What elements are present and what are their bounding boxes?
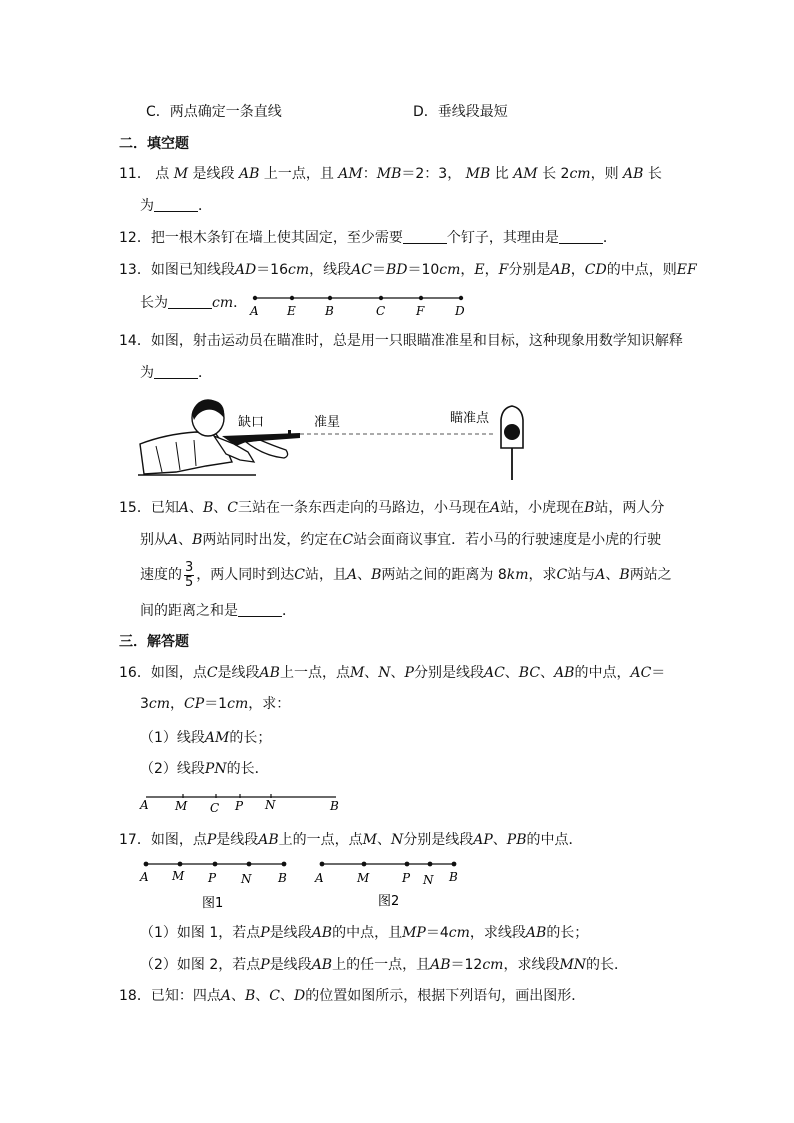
math-var: M <box>349 665 365 681</box>
text: 3 <box>140 696 149 712</box>
point-C <box>379 296 383 300</box>
text: 站与 <box>567 567 596 583</box>
question-number: 12． <box>119 230 151 246</box>
text: ＝ <box>371 262 386 278</box>
question-16-sub2 <box>140 759 269 779</box>
answer-blank[interactable] <box>168 294 212 309</box>
text: 的长； <box>546 925 589 941</box>
text: 如图已知线段 <box>150 262 235 278</box>
question-15-line4 <box>140 601 296 621</box>
point-P <box>405 862 410 867</box>
math-var: AM <box>338 166 363 182</box>
question-15-line1 <box>119 498 664 518</box>
text: 上的任一点，且 <box>332 957 431 973</box>
text: ，求 <box>528 567 557 583</box>
unit: cm <box>569 166 591 182</box>
question-13-line1 <box>119 260 697 280</box>
math-var: P <box>260 925 270 941</box>
label-F: F <box>416 304 425 318</box>
point-M <box>362 862 367 867</box>
question-16-sub1 <box>140 728 271 748</box>
question-number: 14． <box>119 333 151 349</box>
point-N <box>247 862 252 867</box>
text: 分别是线段 <box>413 665 484 681</box>
label-M: M <box>172 869 185 883</box>
label-aim-point: 瞄准点 <box>450 411 490 426</box>
math-var: BD <box>385 262 408 278</box>
math-var: B <box>192 532 203 548</box>
math-var: P <box>206 832 217 848</box>
text: 已知 <box>150 500 179 516</box>
math-var: A <box>489 500 501 516</box>
text: ＝ <box>651 665 666 681</box>
text: ＝10 <box>407 262 440 278</box>
text: ， <box>484 262 499 278</box>
point-D <box>459 296 463 300</box>
q16-segment-figure <box>136 790 350 816</box>
math-var: B <box>202 500 214 516</box>
question-17-line1 <box>119 830 583 850</box>
label-P: P <box>235 799 244 813</box>
text: 是线段 <box>216 832 259 848</box>
math-var: N <box>378 665 391 681</box>
text: 、 <box>377 832 391 848</box>
text: 、 <box>178 532 193 548</box>
point-B <box>282 862 287 867</box>
math-var: AB <box>623 166 644 182</box>
text: 两站之 <box>629 567 672 583</box>
math-var: M <box>173 166 189 182</box>
math-var: AM <box>513 166 538 182</box>
unit: cm <box>439 262 461 278</box>
unit: cm <box>448 925 470 941</box>
figure-2-caption: 图2 <box>378 894 400 909</box>
text: 的中点． <box>526 832 583 848</box>
math-var: AC <box>630 665 652 681</box>
question-number: 13． <box>119 262 151 278</box>
unit: cm <box>482 957 504 973</box>
math-var: MB <box>376 166 402 182</box>
text: 站会面商议事宜．若小马的行驶速度是小虎的行驶 <box>353 532 662 548</box>
question-16-line1 <box>119 663 665 683</box>
text: ． <box>233 295 248 311</box>
text: 的中点，则 <box>606 262 677 278</box>
label-A: A <box>250 304 259 318</box>
text: ． <box>602 230 617 246</box>
question-number: 15． <box>119 500 151 516</box>
text: 上的一点，点 <box>278 832 363 848</box>
text: 比 <box>494 166 509 182</box>
text: ． <box>198 198 212 214</box>
label-N: N <box>241 872 252 886</box>
math-var: A <box>178 500 189 516</box>
math-var: C <box>227 500 238 516</box>
label-N: N <box>423 873 434 887</box>
fraction-three-fifths <box>184 561 194 590</box>
math-var: B <box>619 567 630 583</box>
text: ，求： <box>248 696 291 712</box>
fraction-denominator: 5 <box>185 574 194 590</box>
label-C: C <box>376 304 386 318</box>
text: ＝2：3， <box>401 166 462 182</box>
text: ＝12 <box>450 957 483 973</box>
math-var: B <box>371 567 382 583</box>
label-M: M <box>175 799 188 813</box>
text: ，则 <box>590 166 619 182</box>
text: 的中点， <box>574 665 631 681</box>
text: 的长； <box>229 730 272 746</box>
text: 上一点，点 <box>279 665 350 681</box>
question-13-line2 <box>140 293 247 313</box>
math-var: BC <box>518 665 541 681</box>
text: 两站同时出发，约定在 <box>202 532 343 548</box>
question-number: 18． <box>119 988 151 1004</box>
math-var: AD <box>234 262 257 278</box>
unit: cm <box>288 262 310 278</box>
text: ，求线段 <box>503 957 560 973</box>
math-var: C <box>269 988 280 1004</box>
point-M <box>178 862 183 867</box>
text: 个钉子，其理由是 <box>446 230 559 246</box>
text: 站，且 <box>305 567 347 583</box>
text: 是线段 <box>269 957 312 973</box>
question-11-line1 <box>119 164 662 184</box>
label-B: B <box>449 870 458 884</box>
math-var: C <box>556 567 568 583</box>
label-A: A <box>140 798 149 812</box>
text: 如图，点 <box>150 665 207 681</box>
text: 的长． <box>586 957 629 973</box>
label-B: B <box>325 304 334 318</box>
math-var: AB <box>238 166 260 182</box>
answer-blank[interactable] <box>154 364 198 379</box>
question-number: 11． <box>119 166 151 182</box>
text: （2）线段 <box>140 761 205 777</box>
question-16-line2 <box>140 694 290 714</box>
question-17-sub1 <box>140 923 588 943</box>
math-var: CP <box>184 696 205 712</box>
math-var: AC <box>483 665 505 681</box>
unit: km <box>506 567 529 583</box>
label-notch: 缺口 <box>238 415 265 430</box>
math-var: B <box>584 500 595 516</box>
point-N <box>428 862 433 867</box>
text: 、 <box>540 665 555 681</box>
text: 两站之间的距离为 8 <box>381 567 507 583</box>
text: 、 <box>188 500 203 516</box>
text: （1）线段 <box>140 730 205 746</box>
q10-option-d: D．垂线段最短 <box>413 104 508 120</box>
text: ： <box>362 166 377 182</box>
front-sight-post <box>288 430 291 435</box>
text: ，两人同时到达 <box>196 567 295 583</box>
text: ，线段 <box>309 262 352 278</box>
math-var: AB <box>259 665 280 681</box>
point-B <box>328 296 332 300</box>
text: 为 <box>140 365 154 381</box>
question-18-line1 <box>119 986 585 1006</box>
label-B: B <box>278 871 287 885</box>
math-var: AB <box>525 925 547 941</box>
text: 、 <box>255 988 270 1004</box>
math-var: A <box>220 988 231 1004</box>
label-P: P <box>208 871 217 885</box>
text: ． <box>198 365 212 381</box>
text: 、 <box>504 665 519 681</box>
text: 是线段 <box>192 166 235 182</box>
text: 、 <box>390 665 405 681</box>
text: 间的距离之和是 <box>140 603 238 619</box>
text: 站，小虎现在 <box>500 500 585 516</box>
fraction-numerator: 3 <box>185 559 194 575</box>
math-var: MP <box>402 925 426 941</box>
text: 长 <box>647 166 662 182</box>
text: 长 2 <box>542 166 570 182</box>
figure-1 <box>139 862 287 911</box>
text: 速度的 <box>140 567 182 583</box>
label-M: M <box>357 871 370 885</box>
math-var: B <box>244 988 256 1004</box>
section-answer-title: 三．解答题 <box>119 634 189 650</box>
math-var: PN <box>204 761 227 777</box>
q10-option-c: C．两点确定一条直线 <box>146 104 282 120</box>
math-var: D <box>293 988 306 1004</box>
text: ＝4 <box>425 925 449 941</box>
text: 上一点，且 <box>263 166 334 182</box>
text: 长为 <box>140 295 168 311</box>
text: 已知：四点 <box>150 988 221 1004</box>
text: 的位置如图所示，根据下列语句，画出图形． <box>305 988 586 1004</box>
text: ， <box>170 696 185 712</box>
math-var: F <box>498 262 509 278</box>
q17-figures <box>136 856 466 914</box>
text: 如图，点 <box>150 832 207 848</box>
question-14-line1 <box>119 331 683 351</box>
math-var: AB <box>311 957 333 973</box>
question-17-sub2 <box>140 955 628 975</box>
text: 分别是线段 <box>403 832 474 848</box>
math-var: AB <box>554 665 575 681</box>
text: 把一根木条钉在墙上使其固定，至少需要 <box>150 230 403 246</box>
point-P <box>213 862 218 867</box>
rifle-sling <box>246 440 288 458</box>
text: （2）如图 2，若点 <box>140 957 261 973</box>
text: 、 <box>213 500 228 516</box>
text: ＝16 <box>256 262 288 278</box>
math-var: MN <box>559 957 587 973</box>
point-B <box>452 862 457 867</box>
answer-blank[interactable] <box>559 229 603 244</box>
text: ． <box>282 603 296 619</box>
figure-2 <box>314 862 458 909</box>
math-var: E <box>474 262 485 278</box>
text: 站，两人分 <box>594 500 665 516</box>
text: 分别是 <box>508 262 551 278</box>
math-var: AB <box>311 925 333 941</box>
math-var: A <box>168 532 179 548</box>
label-P: P <box>402 871 411 885</box>
math-var: PB <box>506 832 527 848</box>
math-var: EF <box>676 262 697 278</box>
point-A <box>253 296 257 300</box>
math-var: AC <box>351 262 372 278</box>
label-C: C <box>210 801 220 815</box>
text: 、 <box>364 665 379 681</box>
text: （1）如图 1，若点 <box>140 925 261 941</box>
point-E <box>290 296 294 300</box>
text: ＝1 <box>204 696 228 712</box>
text: ，求线段 <box>469 925 526 941</box>
text: ， <box>570 262 585 278</box>
text: 是线段 <box>217 665 260 681</box>
text: 别从 <box>140 532 168 548</box>
shooter-illustration <box>136 396 546 488</box>
text: 三站在一条东西走向的马路边，小马现在 <box>237 500 490 516</box>
answer-blank[interactable] <box>238 602 282 617</box>
unit: cm <box>148 696 171 712</box>
math-var: P <box>260 957 270 973</box>
point-A <box>320 862 325 867</box>
label-E: E <box>287 304 296 318</box>
math-var: AM <box>204 730 230 746</box>
label-A: A <box>315 871 324 885</box>
text: 是线段 <box>269 925 312 941</box>
math-var: AB <box>430 957 451 973</box>
answer-blank[interactable] <box>403 229 447 244</box>
text: 、 <box>230 988 245 1004</box>
math-var: C <box>206 665 218 681</box>
section-fill-in-title: 二．填空题 <box>119 136 189 152</box>
math-var: P <box>404 665 414 681</box>
text: ， <box>460 262 475 278</box>
math-var: M <box>362 832 377 848</box>
math-var: AB <box>550 262 571 278</box>
text: 点 <box>155 166 170 182</box>
question-number: 17． <box>119 832 151 848</box>
label-N: N <box>265 798 276 812</box>
math-var: A <box>347 567 358 583</box>
question-number: 16． <box>119 665 151 681</box>
label-D: D <box>455 304 465 318</box>
text: 为 <box>140 198 154 214</box>
math-var: N <box>391 832 404 848</box>
question-15-line3 <box>140 560 672 590</box>
text: 、 <box>605 567 620 583</box>
unit: cm <box>212 295 234 311</box>
math-var: C <box>342 532 354 548</box>
text: 如图，射击运动员在瞄准时，总是用一只眼瞄准准星和目标，这种现象用数学知识解释 <box>150 333 683 349</box>
text: 、 <box>357 567 372 583</box>
math-var: C <box>294 567 305 583</box>
text: 、 <box>492 832 507 848</box>
question-15-line2 <box>140 530 661 550</box>
target-bullseye <box>504 424 520 440</box>
text: 的中点，且 <box>332 925 403 941</box>
question-11-line2 <box>140 196 212 216</box>
answer-blank[interactable] <box>154 197 198 212</box>
math-var: AP <box>473 832 493 848</box>
q13-segment-figure <box>246 290 470 320</box>
math-var: A <box>595 567 606 583</box>
point-F <box>419 296 423 300</box>
math-var: AB <box>258 832 279 848</box>
math-var: MB <box>465 166 491 182</box>
text: 的长． <box>226 761 269 777</box>
question-14-line2 <box>140 363 212 383</box>
label-front-sight: 准星 <box>314 415 341 430</box>
text: 、 <box>279 988 294 1004</box>
label-B: B <box>330 799 339 813</box>
figure-1-caption: 图1 <box>202 896 224 911</box>
label-A: A <box>140 870 149 884</box>
unit: cm <box>227 696 249 712</box>
math-var: CD <box>584 262 607 278</box>
question-12 <box>119 228 617 248</box>
point-A <box>144 862 149 867</box>
